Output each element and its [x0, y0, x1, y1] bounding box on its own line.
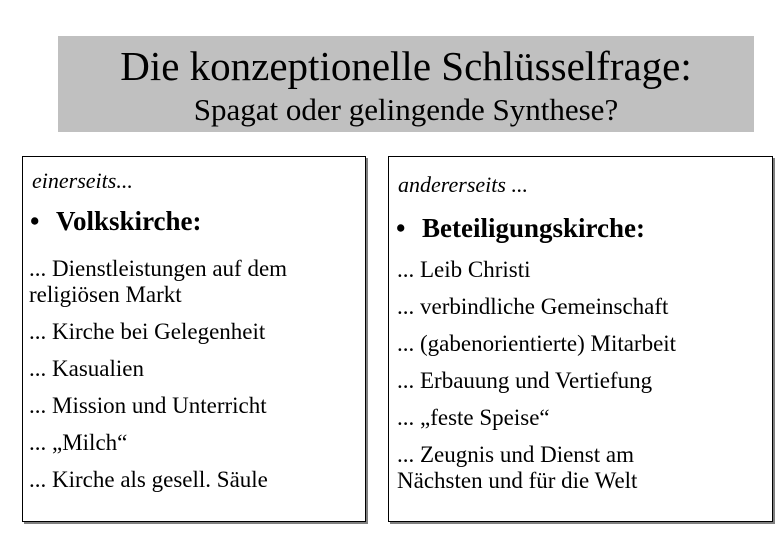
left-intro: einerseits... [32, 168, 133, 193]
bullet-icon: • [30, 206, 40, 236]
right-item-list [397, 251, 676, 499]
list-item: ... „feste Speise“ [397, 405, 550, 430]
list-item-line: ... Zeugnis und Dienst am [397, 442, 634, 467]
bullet-icon: • [396, 213, 406, 243]
right-heading [396, 212, 645, 244]
title-banner [58, 36, 754, 132]
right-column-box [388, 156, 773, 522]
list-item: ... Kirche bei Gelegenheit [29, 319, 266, 344]
list-item [397, 436, 676, 499]
list-item [29, 250, 287, 313]
left-heading-label: Volkskirche: [56, 206, 202, 236]
list-item: ... verbindliche Gemeinschaft [397, 294, 669, 319]
right-intro: andererseits ... [398, 172, 528, 197]
list-item: ... Mission und Unterricht [29, 393, 267, 418]
left-column-box [22, 156, 366, 522]
list-item-line-continuation: Nächsten und für die Welt [397, 468, 638, 493]
list-item-line: ... Dienstleistungen auf dem [29, 256, 288, 281]
slide-title: Die konzeptionelle Schlüsselfrage: [120, 43, 692, 89]
list-item: ... „Milch“ [29, 430, 128, 455]
right-heading-label: Beteiligungskirche: [422, 213, 646, 243]
list-item: ... Kasualien [29, 356, 144, 381]
list-item: ... Erbauung und Vertiefung [397, 368, 653, 393]
left-heading [30, 205, 202, 237]
list-item-line-continuation: religiösen Markt [29, 282, 182, 307]
left-item-list [29, 250, 287, 498]
list-item: ... (gabenorientierte) Mitarbeit [397, 331, 677, 356]
slide-subtitle: Spagat oder gelingende Synthese? [193, 92, 619, 127]
list-item: ... Kirche als gesell. Säule [29, 467, 268, 492]
list-item: ... Leib Christi [397, 257, 531, 282]
